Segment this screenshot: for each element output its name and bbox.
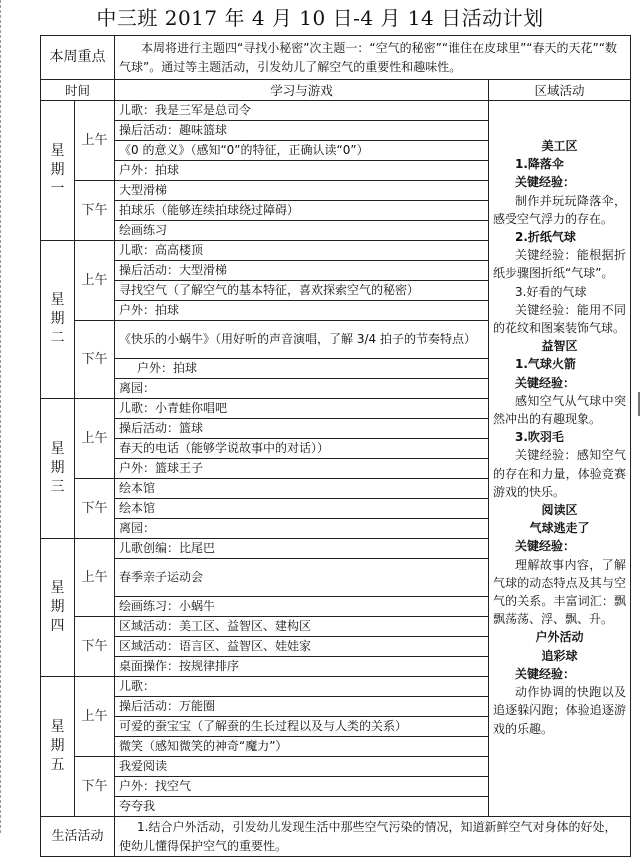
half-label: 上午 (75, 241, 115, 321)
activity-cell: 儿歌： (115, 677, 489, 697)
header-area: 区域活动 (489, 80, 631, 101)
half-label: 上午 (75, 399, 115, 479)
activity-cell: 操后活动：大型滑梯 (115, 261, 489, 281)
activity-cell: 大型滑梯 (115, 181, 489, 201)
day-label-text: 星期三 (50, 441, 65, 495)
day-label-text: 星期一 (50, 143, 65, 197)
area-item-key: 关键经验：感知空气的存在和力量，体验竞赛游戏的快乐。 (493, 448, 626, 499)
area-item-name: 追彩球 (541, 648, 578, 663)
area-item-key: 关键经验： (515, 666, 576, 681)
header-study: 学习与游戏 (115, 80, 489, 101)
activity-cell: 夸夸我 (115, 797, 489, 817)
day-label-thu (41, 539, 75, 677)
half-label: 上午 (75, 539, 115, 617)
life-label: 生活活动 (41, 817, 115, 857)
area-item-name: 气球逃走了 (529, 521, 590, 536)
half-label: 下午 (75, 479, 115, 539)
half-label: 上午 (75, 101, 115, 181)
page-title: 中三班 2017 年 4 月 10 日-4 月 14 日活动计划 (96, 6, 544, 30)
life-text: 1.结合户外活动，引发幼儿发现生活中那些空气污染的情况，知道新鲜空气对身体的好处，使幼儿懂得保护空气的重要性。 (115, 817, 631, 857)
activity-cell: 区域活动：美工区、益智区、建构区 (115, 617, 489, 637)
activity-cell: 离园： (115, 519, 489, 539)
area-item-desc: 感知空气从气球中突然冲出的有趣现象。 (493, 393, 626, 427)
area-item-desc: 制作并玩玩降落伞，感受空气浮力的存在。 (493, 193, 626, 226)
header-row (41, 80, 631, 101)
activity-cell: 绘画练习：小蜗牛 (115, 597, 489, 617)
activity-cell: 绘本馆 (115, 499, 489, 519)
day-label-wed (41, 399, 75, 539)
activity-cell: 操后活动：万能圈 (115, 697, 489, 717)
activity-cell: 儿歌：我是三军是总司令 (115, 101, 489, 121)
activity-cell: 户外：拍球 (115, 359, 489, 379)
activity-cell: 可爱的蚕宝宝（了解蚕的生长过程以及与人类的关系） (115, 717, 489, 737)
activity-cell: 桌面操作：按规律排序 (115, 657, 489, 677)
day-label-mon (41, 101, 75, 241)
activity-cell: 《快乐的小蜗牛》（用好听的声音演唱，了解 3/4 拍子的节奏特点） (115, 321, 489, 359)
area-item-key: 关键经验： (515, 175, 576, 190)
focus-label: 本周重点 (41, 36, 115, 80)
area-item-name: 1.降落伞 (515, 157, 564, 172)
activity-cell: 区域活动：语言区、益智区、娃娃家 (115, 637, 489, 657)
area-art-title: 美工区 (541, 139, 578, 153)
activity-cell: 《0 的意义》（感知“0”的特征，正确认读“0”） (115, 141, 489, 161)
table-row (41, 101, 631, 121)
day-label-text: 星期四 (50, 580, 65, 634)
half-label: 下午 (75, 757, 115, 817)
activity-cell: 绘画练习 (115, 221, 489, 241)
activity-cell: 操后活动：篮球 (115, 419, 489, 439)
area-outdoor-title: 户外活动 (535, 630, 584, 645)
activity-cell: 我爱阅读 (115, 757, 489, 777)
life-row (41, 817, 631, 857)
half-label: 下午 (75, 181, 115, 241)
day-label-text: 星期五 (50, 719, 65, 773)
activity-cell: 儿歌：小青蛙你唱吧 (115, 399, 489, 419)
activity-cell: 儿歌创编：比尾巴 (115, 539, 489, 559)
activity-cell: 寻找空气（了解空气的基本特征，喜欢探索空气的秘密） (115, 281, 489, 301)
page-edge-line (0, 0, 1, 833)
activity-cell: 春季亲子运动会 (115, 559, 489, 597)
half-label: 上午 (75, 677, 115, 757)
day-label-fri (41, 677, 75, 817)
day-label-text: 星期二 (50, 292, 65, 346)
area-item-desc: 理解故事内容，了解气球的动态特点及其与空气的关系。丰富词汇：飘飘荡荡、浮、飘、升。 (493, 557, 626, 627)
area-item-key: 关键经验： (515, 375, 576, 390)
area-reading-title: 阅读区 (541, 503, 578, 518)
area-item-name: 1.气球火箭 (515, 357, 576, 372)
area-item-key: 关键经验：能用不同的花纹和图案装饰气球。 (493, 302, 626, 336)
half-label: 下午 (75, 617, 115, 677)
area-item-name: 3.好看的气球 (515, 284, 587, 299)
half-label: 下午 (75, 321, 115, 399)
focus-row (41, 36, 631, 80)
activity-cell: 拍球乐（能够连续拍球绕过障碍） (115, 201, 489, 221)
activity-cell: 儿歌：高高楼顶 (115, 241, 489, 261)
activity-cell: 离园： (115, 379, 489, 399)
activity-cell: 绘本馆 (115, 479, 489, 499)
area-puzzle-title: 益智区 (541, 339, 578, 354)
activity-cell: 微笑（感知微笑的神奇“魔力”） (115, 737, 489, 757)
area-item-desc: 动作协调的快跑以及追逐躲闪跑；体验追逐游戏的乐趣。 (493, 685, 626, 736)
area-activities (489, 101, 631, 817)
activity-cell: 户外：找空气 (115, 777, 489, 797)
day-label-tue (41, 241, 75, 399)
focus-text: 本周将进行主题四“寻找小秘密”次主题一：“空气的秘密”“谁住在皮球里”“春天的天花”“数气球”。通过等主题活动，引发幼儿了解空气的重要性和趣味性。 (115, 36, 631, 80)
activity-cell: 户外：篮球王子 (115, 459, 489, 479)
weekly-plan-table (40, 35, 631, 857)
area-item-name: 2.折纸气球 (515, 230, 576, 245)
area-item-key: 关键经验：能根据折纸步骤图折纸“气球”。 (493, 248, 626, 281)
area-item-key: 关键经验： (515, 539, 576, 554)
header-time: 时间 (41, 80, 115, 101)
activity-cell: 户外：拍球 (115, 161, 489, 181)
activity-cell: 春天的电话（能够学说故事中的对话）） (115, 439, 489, 459)
area-item-name: 3.吹羽毛 (515, 430, 564, 445)
activity-cell: 操后活动：趣味篮球 (115, 121, 489, 141)
activity-cell: 户外：拍球 (115, 301, 489, 321)
